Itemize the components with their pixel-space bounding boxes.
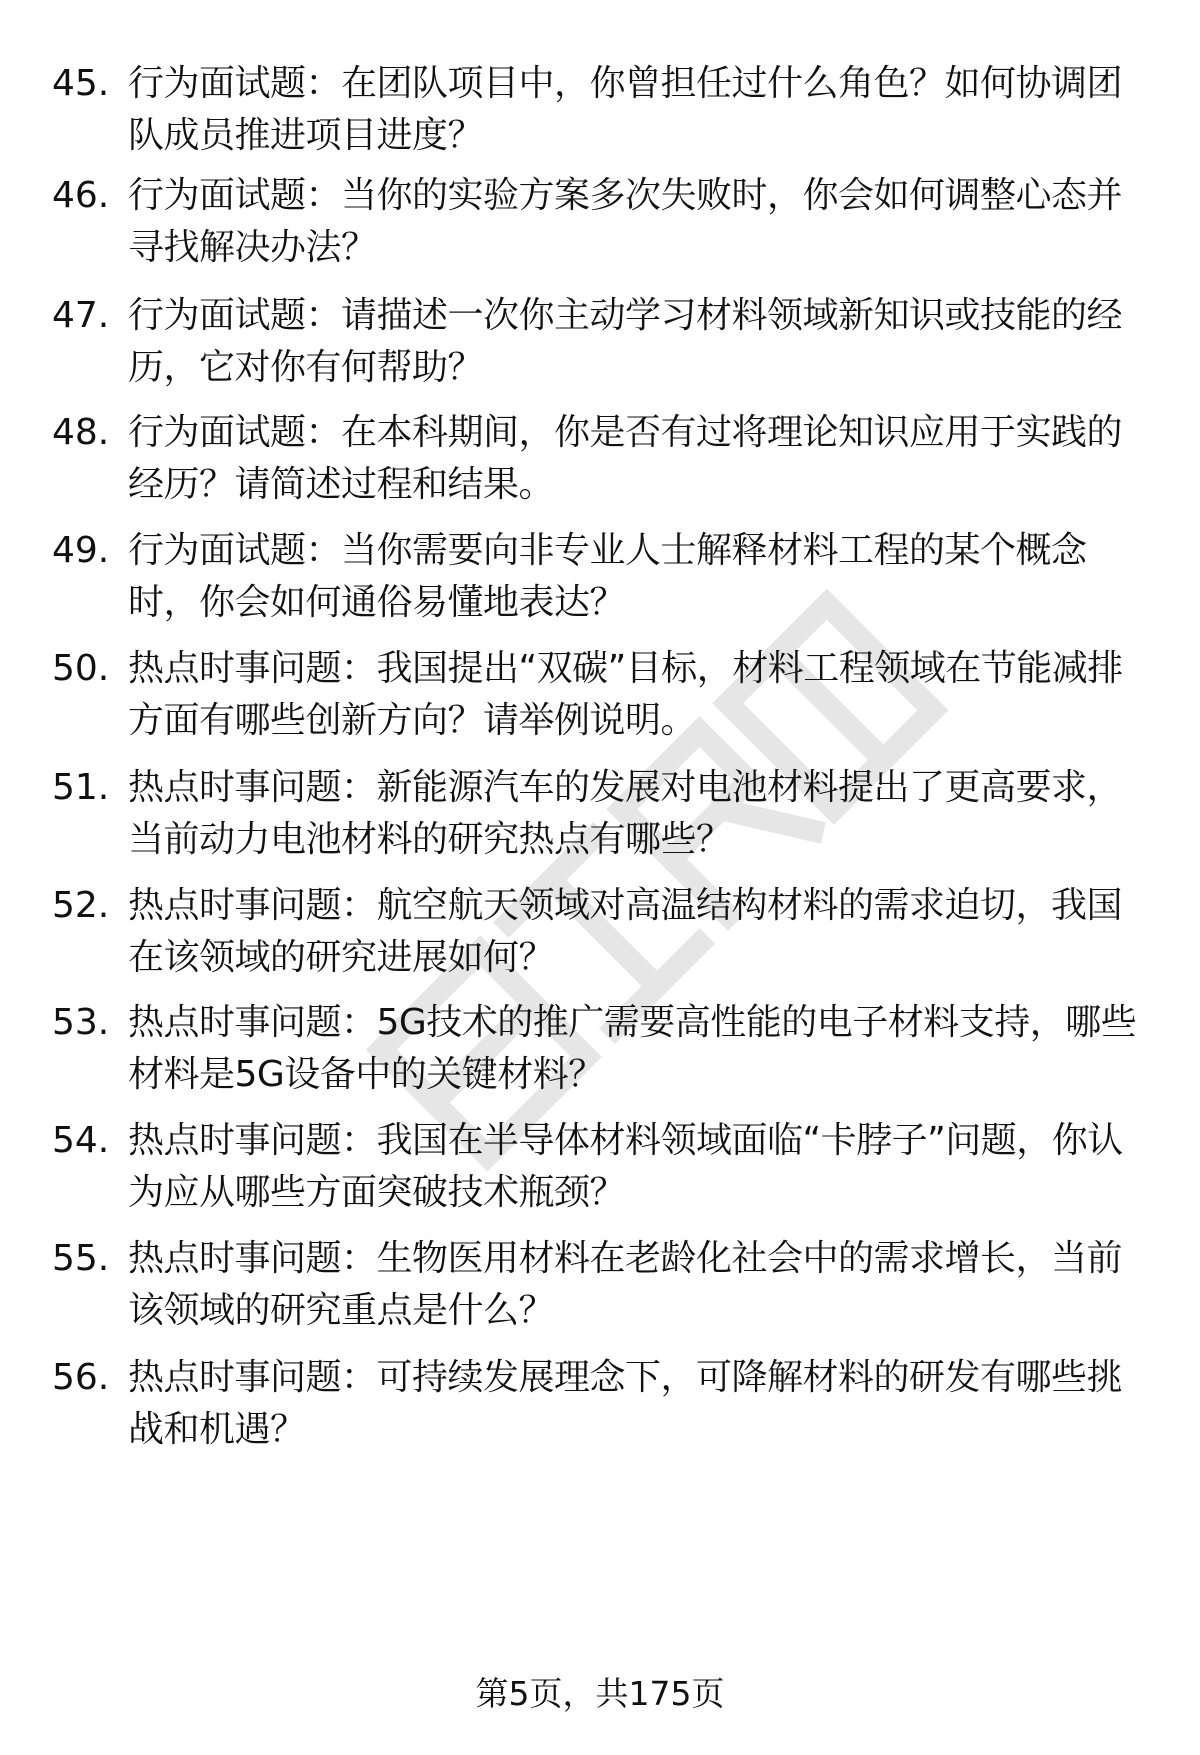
question-item [0, 58, 1200, 168]
question-item [0, 407, 1200, 517]
question-number: 49. [52, 530, 110, 571]
question-text: 行为面试题：当你的实验方案多次失败时，你会如何调整心态并寻找解决办法？ [128, 175, 1123, 268]
question-text: 行为面试题：请描述一次你主动学习材料领域新知识或技能的经历，它对你有何帮助？ [128, 295, 1123, 388]
question-item [0, 1115, 1200, 1225]
question-item [0, 643, 1200, 753]
question-item [0, 1352, 1200, 1462]
question-item [0, 1233, 1200, 1343]
page-footer: 第5页，共175页 [475, 1674, 725, 1713]
question-item [0, 290, 1200, 400]
question-number: 45. [52, 63, 110, 104]
question-item [0, 762, 1200, 872]
question-number: 50. [52, 648, 110, 689]
question-number: 55. [52, 1238, 110, 1279]
question-text: 热点时事问题：可持续发展理念下，可降解材料的研发有哪些挑战和机遇？ [128, 1357, 1123, 1450]
question-number: 48. [52, 412, 110, 453]
question-text: 热点时事问题：5G技术的推广需要高性能的电子材料支持，哪些材料是5G设备中的关键材料？ [128, 1002, 1137, 1095]
question-text: 热点时事问题：生物医用材料在老龄化社会中的需求增长，当前该领域的研究重点是什么？ [128, 1238, 1123, 1331]
question-number: 52. [52, 885, 110, 926]
question-number: 46. [52, 175, 110, 216]
question-item [0, 170, 1200, 280]
question-text: 行为面试题：在本科期间，你是否有过将理论知识应用于实践的经历？请简述过程和结果。 [128, 412, 1123, 505]
question-item [0, 880, 1200, 990]
question-number: 54. [52, 1120, 110, 1161]
question-text: 热点时事问题：我国提出“双碳”目标，材料工程领域在节能减排方面有哪些创新方向？请举例说明。 [128, 648, 1123, 741]
question-text: 行为面试题：在团队项目中，你曾担任过什么角色？如何协调团队成员推进项目进度？ [128, 63, 1123, 156]
question-number: 56. [52, 1357, 110, 1398]
question-text: 热点时事问题：航空航天领域对高温结构材料的需求迫切，我国在该领域的研究进展如何？ [128, 885, 1123, 978]
question-text: 热点时事问题：新能源汽车的发展对电池材料提出了更高要求，当前动力电池材料的研究热点有哪些？ [128, 767, 1123, 860]
question-text: 行为面试题：当你需要向非专业人士解释材料工程的某个概念时，你会如何通俗易懂地表达？ [128, 530, 1087, 623]
question-text: 热点时事问题：我国在半导体材料领域面临“卡脖子”问题，你认为应从哪些方面突破技术瓶颈？ [128, 1120, 1123, 1213]
question-number: 47. [52, 295, 110, 336]
question-number: 51. [52, 767, 110, 808]
question-number: 53. [52, 1002, 110, 1043]
question-item [0, 525, 1200, 635]
question-item [0, 997, 1200, 1107]
